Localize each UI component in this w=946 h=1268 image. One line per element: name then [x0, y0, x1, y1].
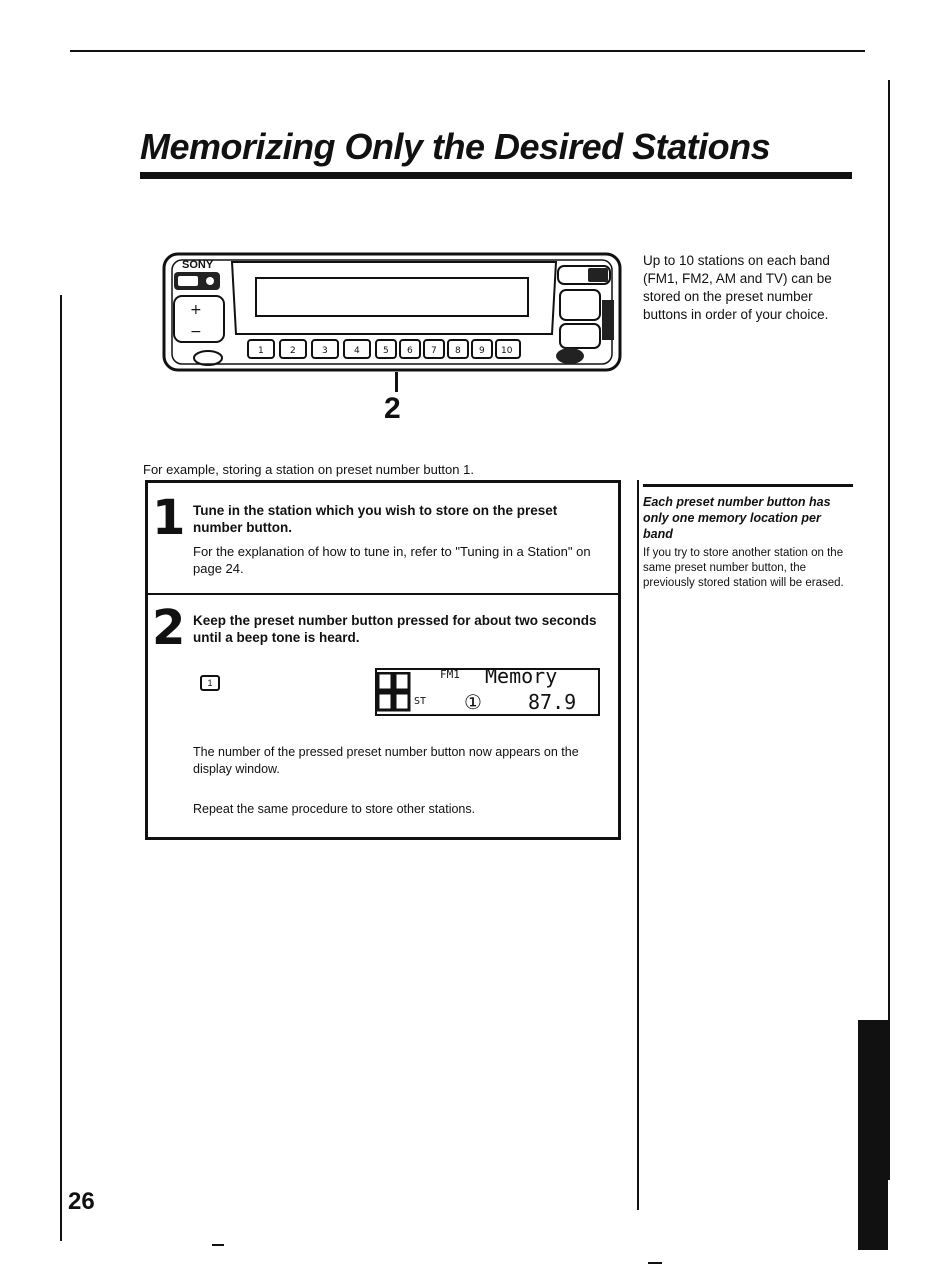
note-rule [643, 484, 853, 487]
step-1-body: For the explanation of how to tune in, refer to "Tuning in a Station" on page 24. [193, 544, 591, 576]
side-note: Up to 10 stations on each band (FM1, FM2, AM and TV) can be stored on the preset number buttons in order of your choice. [643, 253, 832, 322]
preset-button-8 [448, 340, 468, 358]
preset-button-1 [248, 340, 274, 358]
svg-text:8: 8 [455, 346, 461, 356]
segment-digits [377, 672, 411, 712]
preset-button-3 [312, 340, 338, 358]
preset-button-2 [280, 340, 306, 358]
display-stereo: ST [414, 696, 427, 707]
callout-line [395, 372, 398, 392]
svg-text:4: 4 [354, 346, 360, 356]
brand-logo: SONY [182, 259, 214, 271]
right-margin-line [888, 80, 890, 1180]
svg-text:2: 2 [290, 346, 296, 356]
thumb-tab [858, 1020, 888, 1250]
stray-mark [212, 1244, 224, 1246]
display-frequency: 87.9 [528, 690, 577, 714]
left-margin-line [60, 295, 62, 1241]
step-1-number: 1 [152, 490, 186, 546]
step-1-heading: Tune in the station which you wish to store on the preset number button. [193, 503, 558, 535]
svg-text:10: 10 [501, 346, 513, 356]
preset-button-10 [496, 340, 520, 358]
preset-button-7 [424, 340, 444, 358]
svg-text:3: 3 [322, 346, 328, 356]
preset-button-row [248, 340, 520, 358]
note-body: If you try to store another station on the same preset number button, the previously stored station will be erased. [643, 547, 844, 589]
top-rule [70, 50, 865, 52]
preset-button-icon: 1 [200, 675, 220, 691]
preset-button-5 [376, 340, 396, 358]
svg-text:−: − [190, 324, 202, 340]
page-number: 26 [68, 1188, 95, 1215]
title-underline [140, 172, 852, 179]
example-line: For example, storing a station on preset number button 1. [143, 462, 474, 477]
display-mode: Memory [485, 664, 558, 688]
note-heading: Each preset number button has only one memory location per band [643, 495, 831, 541]
page-title: Memorizing Only the Desired Stations [140, 126, 771, 167]
svg-text:1: 1 [258, 346, 264, 356]
steps-divider [145, 593, 621, 595]
step-2-body-1: The number of the pressed preset number button now appears on the display window. [193, 745, 579, 776]
preset-button-6 [400, 340, 420, 358]
preset-button-9 [472, 340, 492, 358]
step-2-body-2: Repeat the same procedure to store other stations. [193, 802, 476, 816]
stray-mark [648, 1262, 662, 1264]
svg-text:+: + [190, 302, 202, 318]
column-divider [637, 480, 639, 1210]
display-preset: ① [464, 690, 482, 714]
display-band: FM1 [440, 668, 460, 681]
callout-number: 2 [384, 392, 401, 425]
svg-text:9: 9 [479, 346, 485, 356]
svg-text:5: 5 [383, 346, 389, 356]
svg-text:7: 7 [431, 346, 437, 356]
step-2-number: 2 [152, 600, 186, 656]
step-2-heading: Keep the preset number button pressed for about two seconds until a beep tone is heard. [193, 613, 597, 645]
preset-button-4 [344, 340, 370, 358]
car-stereo-illustration [160, 248, 625, 378]
svg-text:6: 6 [407, 346, 413, 356]
